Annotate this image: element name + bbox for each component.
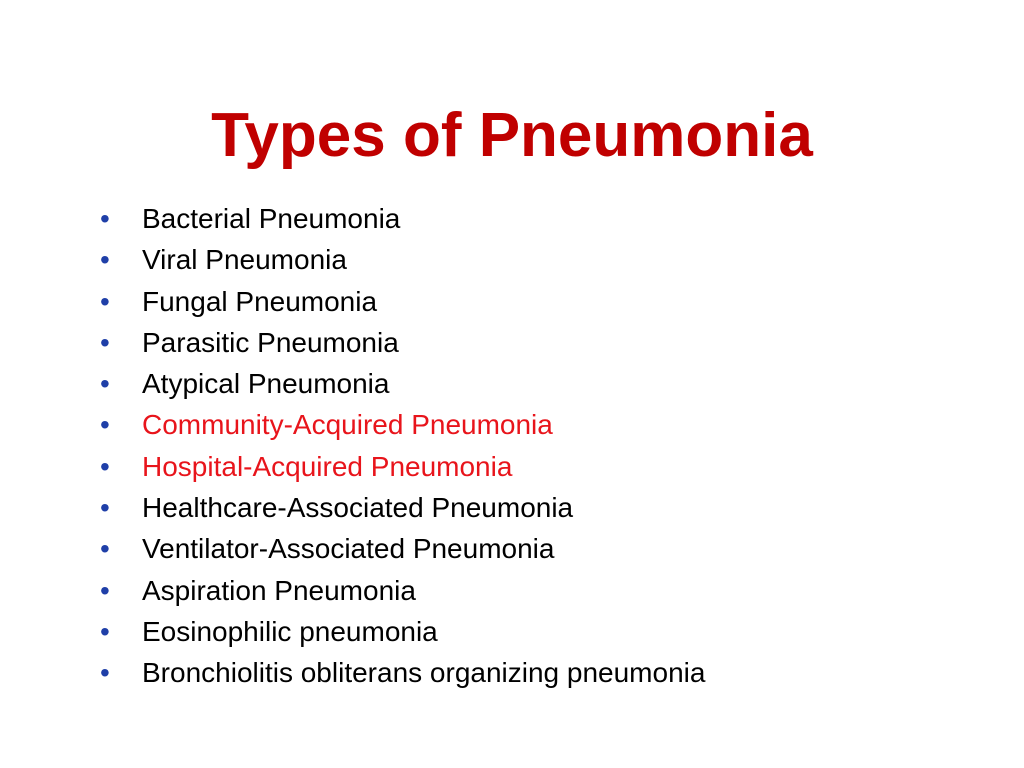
list-item-text: Fungal Pneumonia bbox=[142, 285, 378, 317]
list-item bbox=[100, 198, 980, 239]
bullet-icon: • bbox=[100, 574, 110, 606]
list-item-text: Hospital-Acquired Pneumonia bbox=[142, 450, 513, 482]
bullet-icon: • bbox=[100, 326, 110, 358]
list-item bbox=[100, 322, 980, 363]
bullet-icon: • bbox=[100, 409, 110, 441]
bullet-icon: • bbox=[100, 657, 110, 689]
bullet-icon: • bbox=[100, 533, 110, 565]
list-item bbox=[100, 446, 980, 487]
list-item-text: Bacterial Pneumonia bbox=[142, 203, 401, 234]
list-item bbox=[100, 570, 980, 611]
list-item bbox=[100, 239, 980, 280]
slide-title: Types of Pneumonia bbox=[211, 101, 813, 170]
bullet-icon: • bbox=[100, 615, 110, 647]
bullet-icon: • bbox=[100, 368, 110, 400]
list-item-text: Aspiration Pneumonia bbox=[142, 574, 416, 606]
list-item-text: Parasitic Pneumonia bbox=[142, 326, 399, 358]
list-item-text: Healthcare-Associated Pneumonia bbox=[142, 492, 574, 524]
list-item bbox=[100, 281, 980, 322]
bullet-list bbox=[100, 198, 980, 694]
list-item-text: Atypical Pneumonia bbox=[142, 368, 390, 400]
list-item bbox=[100, 611, 980, 652]
list-item-text: Community-Acquired Pneumonia bbox=[142, 409, 553, 441]
list-item-text: Eosinophilic pneumonia bbox=[142, 615, 438, 647]
list-item bbox=[100, 652, 980, 693]
bullet-icon: • bbox=[100, 244, 110, 276]
list-item-text: Viral Pneumonia bbox=[142, 244, 347, 276]
list-item bbox=[100, 528, 980, 569]
bullet-icon: • bbox=[100, 285, 110, 317]
list-item-text: Bronchiolitis obliterans organizing pneumonia bbox=[142, 657, 706, 689]
list-item bbox=[100, 363, 980, 404]
list-item bbox=[100, 487, 980, 528]
bullet-icon: • bbox=[100, 492, 110, 524]
list-item-text: Ventilator-Associated Pneumonia bbox=[142, 533, 555, 565]
bullet-icon: • bbox=[100, 203, 110, 234]
bullet-icon: • bbox=[100, 450, 110, 482]
list-item bbox=[100, 404, 980, 445]
